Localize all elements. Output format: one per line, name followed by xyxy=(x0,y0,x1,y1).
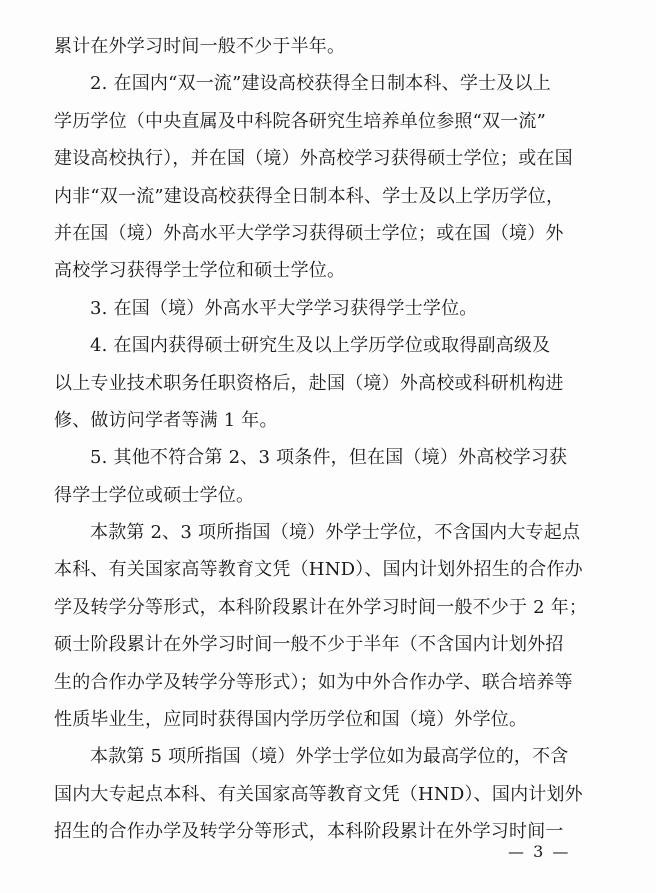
text-line: 累计在外学习时间一般不少于半年。 xyxy=(54,36,346,57)
document-body xyxy=(54,28,602,851)
text-line: 本款第 5 项所指国（境）外学士学位如为最高学位的，不含 xyxy=(90,746,569,768)
text-line: 高校学习获得学士学位和硕士学位。 xyxy=(54,260,346,282)
text-line: 生的合作办学及转学分等形式）；如为中外合作办学、联合培养等 xyxy=(54,671,573,693)
text-line: 建设高校执行），并在国（境）外高校学习获得硕士学位；或在国 xyxy=(54,148,573,170)
text-line: 修、做访问学者等满 1 年。 xyxy=(54,409,278,431)
text-line: 内非“双一流”建设高校获得全日制本科、学士及以上学历学位， xyxy=(54,185,565,207)
text-line: 国内大专起点本科、有关国家高等教育文凭（HND）、国内计划外 xyxy=(54,783,583,805)
text-line: 2. 在国内“双一流”建设高校获得全日制本科、学士及以上 xyxy=(90,73,551,95)
text-line: 5. 其他不符合第 2、3 项条件，但在国（境）外高校学习获 xyxy=(90,447,568,469)
text-line: 3. 在国（境）外高水平大学学习获得学士学位。 xyxy=(90,297,478,319)
text-line: 性质毕业生，应同时获得国内学历学位和国（境）外学位。 xyxy=(54,709,528,731)
text-line: 4. 在国内获得硕士研究生及以上学历学位或取得副高级及 xyxy=(90,335,551,357)
text-line: 招生的合作办学及转学分等形式，本科阶段累计在外学习时间一 xyxy=(54,821,564,843)
text-line: 本款第 2、3 项所指国（境）外学士学位，不含国内大专起点 xyxy=(90,522,581,544)
page-number: — 3 — xyxy=(508,842,571,861)
text-line: 并在国（境）外高水平大学学习获得硕士学位；或在国（境）外 xyxy=(54,222,564,244)
text-line: 硕士阶段累计在外学习时间一般不少于半年（不含国内计划外招 xyxy=(54,634,564,656)
text-line: 以上专业技术职务任职资格后，赴国（境）外高校或科研机构进 xyxy=(54,372,564,394)
text-line: 学历学位（中央直属及中科院各研究生培养单位参照“双一流” xyxy=(54,110,547,132)
text-line: 得学士学位或硕士学位。 xyxy=(54,484,255,506)
text-line: 学及转学分等形式，本科阶段累计在外学习时间一般不少于 2 年； xyxy=(54,596,588,618)
text-line: 本科、有关国家高等教育文凭（HND）、国内计划外招生的合作办 xyxy=(54,559,583,581)
